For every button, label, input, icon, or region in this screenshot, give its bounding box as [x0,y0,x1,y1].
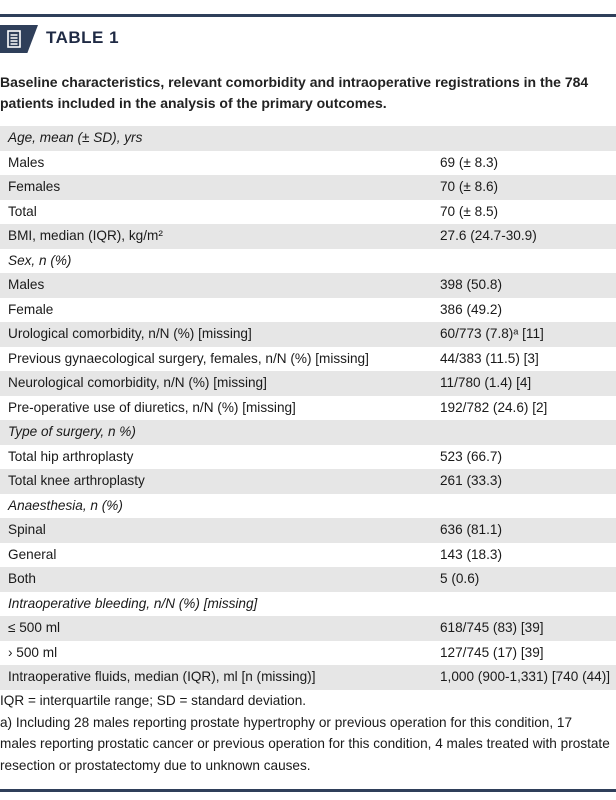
data-table [0,126,616,690]
row-value: 618/745 (83) [39] [440,620,544,635]
row-label: Urological comorbidity, n/N (%) [missing] [8,326,252,341]
row-value: 386 (49.2) [440,301,502,317]
row-value: 5 (0.6) [440,571,480,586]
table-section-header [0,420,616,445]
row-label: Females [8,179,61,194]
row-label: Both [8,571,36,586]
table-section-header [0,249,616,274]
table-row [0,322,616,347]
row-value: 1,000 (900-1,331) [740 (44)] [440,669,611,684]
row-value: 60/773 (7.8)ᵃ [11] [440,326,544,341]
table-row [0,518,616,543]
bottom-rule [0,789,616,792]
table-caption: Baseline characteristics, relevant comorbidity and intraoperative registrations in the 784 patients included in the analysis of the primary outcomes. [0,74,589,111]
table-row [0,543,616,568]
row-value: 398 (50.8) [440,277,502,292]
table-row [0,616,616,641]
table-header [0,17,616,63]
table-row [0,665,616,690]
table-row [0,273,616,298]
row-value: 70 (± 8.6) [440,179,499,194]
row-value: 143 (18.3) [440,546,502,562]
row-value: 69 (± 8.3) [440,154,499,170]
table-row [0,641,616,666]
row-label: Intraoperative fluids, median (IQR), ml [n (missing)] [8,669,316,684]
row-value: 127/745 (17) [39] [440,644,544,660]
table-row [0,347,616,372]
row-label: ≤ 500 ml [8,620,61,635]
row-label: Age, mean (± SD), yrs [8,130,143,145]
table-row [0,371,616,396]
table-section-header [0,592,616,617]
footnote: IQR = interquartile range; SD = standard deviation. [0,693,307,708]
table-row [0,445,616,470]
document-icon [0,25,38,53]
row-label: Total [8,203,37,219]
row-value: 192/782 (24.6) [2] [440,399,548,415]
table-section-header [0,494,616,519]
row-value: 11/780 (1.4) [4] [440,375,532,390]
row-label: Previous gynaecological surgery, females, n/N (%) [missing] [8,350,369,366]
row-value: 44/383 (11.5) [3] [440,350,539,366]
row-label: General [8,546,57,562]
row-label: Intraoperative bleeding, n/N (%) [missing] [8,595,258,611]
row-label: BMI, median (IQR), kg/m² [8,228,163,243]
table-row [0,396,616,421]
row-label: › 500 ml [8,644,58,660]
row-label: Spinal [8,522,46,537]
table-label: TABLE 1 [46,28,120,47]
row-label: Neurological comorbidity, n/N (%) [missing] [8,375,267,390]
row-label: Pre-operative use of diuretics, n/N (%) [missing] [8,399,296,415]
table-row [0,224,616,249]
table-section-header [0,126,616,151]
row-value: 70 (± 8.5) [440,203,499,219]
row-label: Males [8,154,45,170]
row-label: Sex, n (%) [8,252,72,268]
table-row [0,151,616,176]
footnote: a) Including 28 males reporting prostate hypertrophy or previous operation for this condition, 17 males reporting prostatic cancer or previous operation for this condition, 4 males treated with prostate resection or prostatectomy due to unknown causes. [0,714,610,773]
table-row [0,567,616,592]
row-label: Female [8,301,54,317]
row-value: 636 (81.1) [440,522,502,537]
row-label: Type of surgery, n %) [8,424,136,439]
table-footnotes [0,690,612,776]
row-value: 523 (66.7) [440,448,502,464]
table-row [0,200,616,225]
table-row [0,469,616,494]
row-label: Total hip arthroplasty [8,448,134,464]
row-label: Anaesthesia, n (%) [8,497,123,513]
row-label: Total knee arthroplasty [8,473,145,488]
row-label: Males [8,277,45,292]
table-row [0,175,616,200]
row-value: 27.6 (24.7-30.9) [440,228,537,243]
row-value: 261 (33.3) [440,473,502,488]
table-row [0,298,616,323]
